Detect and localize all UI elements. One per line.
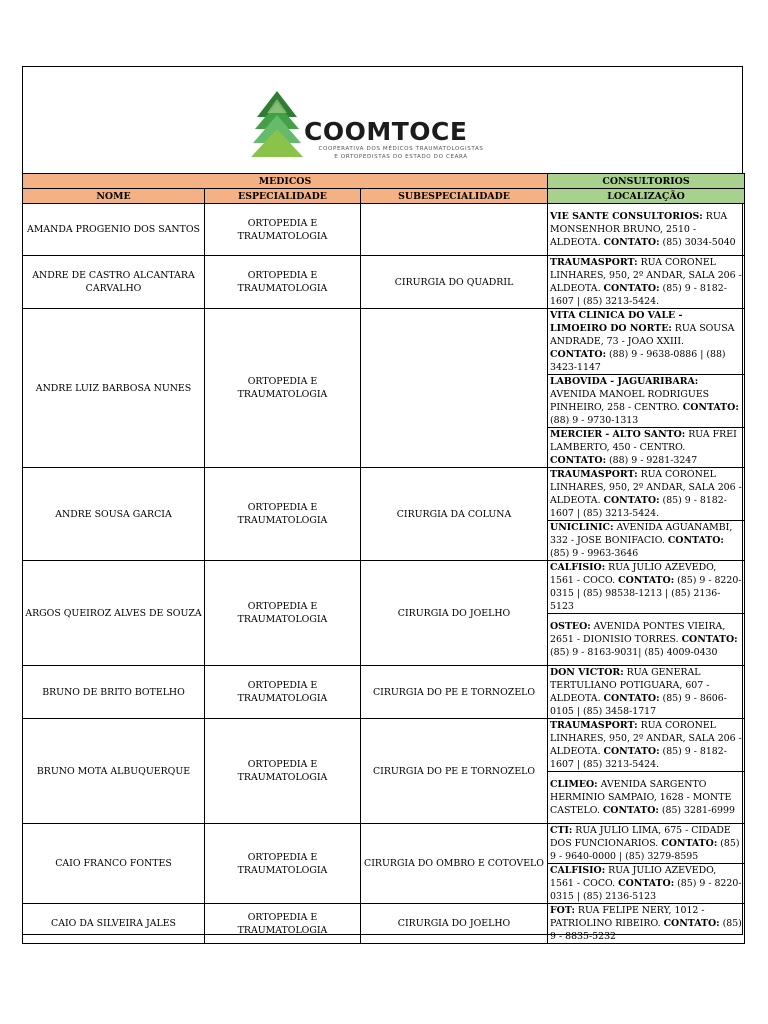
location-cell bbox=[548, 468, 745, 521]
doctor-name-cell: CAIO DA SILVEIRA JALES bbox=[23, 904, 205, 944]
contact-phone: (85) 9 - 9640-0000 | (85) 3279-8595 bbox=[550, 838, 740, 862]
contact-phone: (88) 9 - 9281-3247 bbox=[606, 455, 698, 466]
clinic-address: RUA JULIO LIMA, 675 - CIDADE DOS FUNCIONARIOS. bbox=[550, 825, 731, 849]
contact-label: CONTATO: bbox=[603, 283, 660, 294]
contact-phone: (85) 9 - 8163-9031| (85) 4009-0430 bbox=[550, 647, 718, 658]
contact-phone: (85) 9 - 8182-1607 | (85) 3213-5424. bbox=[550, 283, 727, 307]
location-cell bbox=[548, 256, 745, 309]
contact-label: CONTATO: bbox=[603, 237, 660, 248]
location-cell bbox=[548, 309, 745, 375]
contact-label: CONTATO: bbox=[661, 838, 718, 849]
clinic-address: RUA FREI LAMBERTO, 450 - CENTRO. bbox=[550, 429, 737, 453]
contact-phone: (85) 9 - 8182-1607 | (85) 3213-5424. bbox=[550, 495, 727, 519]
table-body bbox=[23, 204, 745, 944]
doctor-name-cell: AMANDA PROGENIO DOS SANTOS bbox=[23, 204, 205, 256]
contact-label: CONTATO: bbox=[550, 349, 607, 360]
clinic-name: LABOVIDA - JAGUARIBARA: bbox=[550, 376, 699, 387]
subspecialty-cell: CIRURGIA DO JOELHO bbox=[361, 561, 548, 666]
clinic-name: FOT: bbox=[550, 905, 575, 916]
clinic-name: CALFISIO: bbox=[550, 562, 606, 573]
contact-phone: (85) 9 - 8220-0315 | (85) 2136-5123 bbox=[550, 878, 742, 902]
table-row bbox=[23, 561, 745, 614]
location-cell bbox=[548, 428, 745, 468]
table-row bbox=[23, 256, 745, 309]
contact-label: CONTATO: bbox=[682, 402, 739, 413]
specialty-cell: ORTOPEDIA E TRAUMATOLOGIA bbox=[205, 904, 361, 944]
contact-phone: (85) 9 - 8835-5232 bbox=[550, 918, 742, 942]
location-cell bbox=[548, 719, 745, 772]
specialty-cell: ORTOPEDIA E TRAUMATOLOGIA bbox=[205, 309, 361, 468]
location-cell bbox=[548, 561, 745, 614]
clinic-name: VITA CLINICA DO VALE - LIMOEIRO DO NORTE: bbox=[550, 310, 683, 334]
clinic-address: AVENIDA MANOEL RODRIGUES PINHEIRO, 258 - CENTRO. bbox=[550, 389, 710, 413]
contact-phone: (85) 9 - 8182-1607 | (85) 3213-5424. bbox=[550, 746, 727, 770]
clinic-address: RUA GENERAL TERTULIANO POTIGUARA, 607 - ALDEOTA. bbox=[550, 667, 710, 704]
location-cell bbox=[548, 864, 745, 904]
doctors-table bbox=[22, 173, 745, 944]
subspecialty-cell: CIRURGIA DO PE E TORNOZELO bbox=[361, 719, 548, 824]
contact-phone: (85) 9 - 8606-0105 | (85) 3458-1717 bbox=[550, 693, 727, 717]
doctor-name-cell: CAIO FRANCO FONTES bbox=[23, 824, 205, 904]
contact-phone: (85) 9 - 9963-3646 bbox=[550, 548, 639, 559]
logo-name: COOMTOCE bbox=[304, 117, 468, 146]
doctor-name-cell: ANDRE DE CASTRO ALCANTARA CARVALHO bbox=[23, 256, 205, 309]
specialty-cell: ORTOPEDIA E TRAUMATOLOGIA bbox=[205, 204, 361, 256]
location-cell bbox=[548, 904, 745, 944]
table-row bbox=[23, 904, 745, 944]
table-row bbox=[23, 309, 745, 375]
clinic-address: RUA SOUSA ANDRADE, 73 - JOAO XXIII. bbox=[550, 323, 735, 347]
subspecialty-cell: CIRURGIA DO PE E TORNOZELO bbox=[361, 666, 548, 719]
specialty-cell: ORTOPEDIA E TRAUMATOLOGIA bbox=[205, 561, 361, 666]
subspecialty-cell: CIRURGIA DO OMBRO E COTOVELO bbox=[361, 824, 548, 904]
doctor-name-cell: ARGOS QUEIROZ ALVES DE SOUZA bbox=[23, 561, 205, 666]
clinic-address: RUA CORONEL LINHARES, 950, 2º ANDAR, SALA 206 - ALDEOTA. bbox=[550, 469, 742, 506]
contact-label: CONTATO: bbox=[603, 693, 660, 704]
clinic-name: OSTEO: bbox=[550, 621, 591, 632]
contact-label: CONTATO: bbox=[681, 634, 738, 645]
subspecialty-cell: CIRURGIA DO JOELHO bbox=[361, 904, 548, 944]
col-header-especialidade: ESPECIALIDADE bbox=[205, 189, 361, 204]
clinic-address: RUA JULIO AZEVEDO, 1561 - COCO. bbox=[550, 865, 717, 889]
table-row bbox=[23, 468, 745, 521]
contact-label: CONTATO: bbox=[603, 495, 660, 506]
clinic-name: TRAUMASPORT: bbox=[550, 257, 638, 268]
location-cell bbox=[548, 614, 745, 666]
location-cell bbox=[548, 824, 745, 864]
clinic-address: AVENIDA SARGENTO HERMINIO SAMPAIO, 1628 - MONTE CASTELO. bbox=[550, 779, 732, 816]
logo-subtitle: COOPERATIVA DOS MÉDICOS TRAUMATOLOGISTAS E ORTOPEDISTAS DO ESTADO DO CEARÁ bbox=[318, 146, 484, 160]
specialty-cell: ORTOPEDIA E TRAUMATOLOGIA bbox=[205, 468, 361, 561]
clinic-address: AVENIDA AGUANAMBI, 332 - JOSE BONIFACIO. bbox=[550, 522, 733, 546]
contact-phone: (88) 9 - 9638-0886 | (88) 3423-1147 bbox=[550, 349, 726, 373]
location-cell bbox=[548, 666, 745, 719]
contact-label: CONTATO: bbox=[663, 918, 720, 929]
clinic-address: RUA CORONEL LINHARES, 950, 2º ANDAR, SALA 206 - ALDEOTA. bbox=[550, 257, 742, 294]
subspecialty-cell: CIRURGIA DO QUADRIL bbox=[361, 256, 548, 309]
col-header-localizacao: LOCALIZAÇÃO bbox=[548, 189, 745, 204]
clinic-address: AVENIDA PONTES VIEIRA, 2651 - DIONISIO TORRES. bbox=[550, 621, 726, 645]
clinic-name: CLIMEO: bbox=[550, 779, 598, 790]
col-header-nome: NOME bbox=[23, 189, 205, 204]
location-cell bbox=[548, 204, 745, 256]
col-header-subespecialidade: SUBESPECIALIDADE bbox=[361, 189, 548, 204]
doctor-name-cell: ANDRE LUIZ BARBOSA NUNES bbox=[23, 309, 205, 468]
subspecialty-cell bbox=[361, 204, 548, 256]
doctor-name-cell: BRUNO DE BRITO BOTELHO bbox=[23, 666, 205, 719]
clinic-address: RUA CORONEL LINHARES, 950, 2º ANDAR, SALA 206 - ALDEOTA. bbox=[550, 720, 742, 757]
specialty-cell: ORTOPEDIA E TRAUMATOLOGIA bbox=[205, 256, 361, 309]
doctor-name-cell: ANDRE SOUSA GARCIA bbox=[23, 468, 205, 561]
clinic-name: UNICLINIC: bbox=[550, 522, 614, 533]
contact-label: CONTATO: bbox=[618, 575, 675, 586]
group-header-consultorios: CONSULTORIOS bbox=[548, 174, 745, 189]
table-row bbox=[23, 824, 745, 864]
clinic-address: RUA JULIO AZEVEDO, 1561 - COCO. bbox=[550, 562, 717, 586]
clinic-name: DON VICTOR: bbox=[550, 667, 624, 678]
contact-label: CONTATO: bbox=[667, 535, 724, 546]
subspecialty-cell bbox=[361, 309, 548, 468]
clinic-name: TRAUMASPORT: bbox=[550, 720, 638, 731]
clinic-name: MERCIER - ALTO SANTO: bbox=[550, 429, 686, 440]
tree-logo-icon bbox=[251, 89, 303, 159]
contact-label: CONTATO: bbox=[603, 746, 660, 757]
location-cell bbox=[548, 521, 745, 561]
group-header-medicos: MEDICOS bbox=[23, 174, 548, 189]
table-row bbox=[23, 719, 745, 772]
contact-phone: (85) 3034-5040 bbox=[659, 237, 736, 248]
specialty-cell: ORTOPEDIA E TRAUMATOLOGIA bbox=[205, 719, 361, 824]
subspecialty-cell: CIRURGIA DA COLUNA bbox=[361, 468, 548, 561]
contact-label: CONTATO: bbox=[602, 805, 659, 816]
contact-label: CONTATO: bbox=[618, 878, 675, 889]
location-cell bbox=[548, 375, 745, 428]
logo-header bbox=[23, 67, 742, 174]
clinic-name: CTI: bbox=[550, 825, 573, 836]
specialty-cell: ORTOPEDIA E TRAUMATOLOGIA bbox=[205, 666, 361, 719]
clinic-address: RUA MONSENHOR BRUNO, 2510 - ALDEOTA. bbox=[550, 211, 728, 248]
clinic-name: CALFISIO: bbox=[550, 865, 606, 876]
location-cell bbox=[548, 772, 745, 824]
contact-phone: (88) 9 - 9730-1313 bbox=[550, 415, 639, 426]
document-sheet bbox=[22, 66, 743, 942]
contact-label: CONTATO: bbox=[550, 455, 607, 466]
contact-phone: (85) 9 - 8220-0315 | (85) 98538-1213 | (85) 2136-5123 bbox=[550, 575, 742, 612]
clinic-name: TRAUMASPORT: bbox=[550, 469, 638, 480]
specialty-cell: ORTOPEDIA E TRAUMATOLOGIA bbox=[205, 824, 361, 904]
table-row bbox=[23, 666, 745, 719]
contact-phone: (85) 3281-6999 bbox=[658, 805, 735, 816]
doctor-name-cell: BRUNO MOTA ALBUQUERQUE bbox=[23, 719, 205, 824]
clinic-name: VIE SANTE CONSULTORIOS: bbox=[550, 211, 703, 222]
table-row bbox=[23, 204, 745, 256]
clinic-address: RUA FELIPE NERY, 1012 - PATRIOLINO RIBEIRO. bbox=[550, 905, 705, 929]
